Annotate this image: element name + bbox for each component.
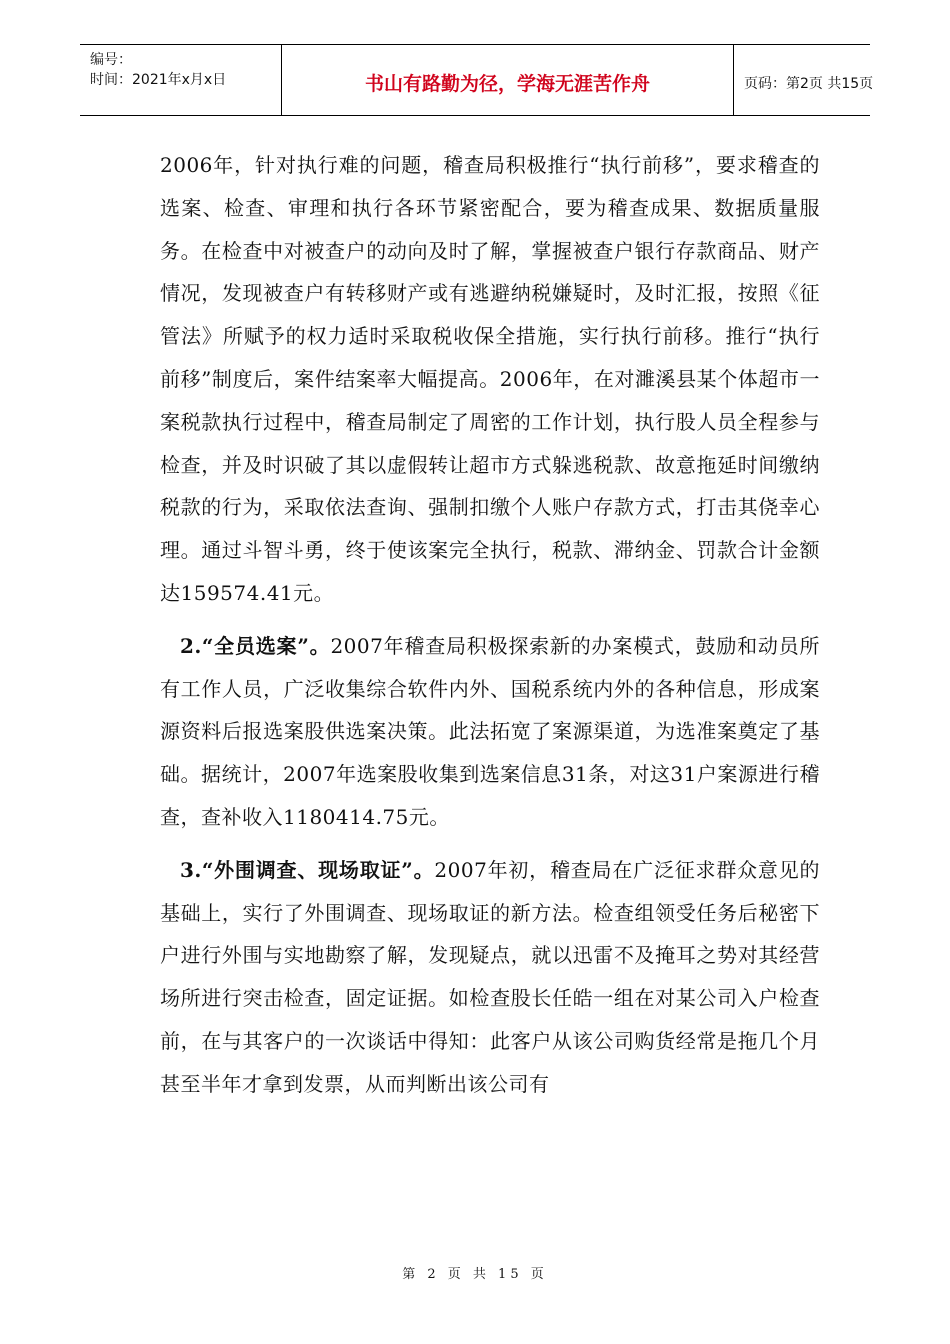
document-body <box>160 144 820 1106</box>
paragraph-text: 2007年稽查局积极探索新的办案模式，鼓励和动员所有工作人员，广泛收集综合软件内外、国税系统内外的各种信息，形成案源资料后报选案股供选案决策。此法拓宽了案源渠道，为选准案奠定了基础。据统计，2007年选案股收集到选案信息31条，对这31户案源进行稽查，查补收入1180414.75元。 <box>160 633 820 829</box>
section-heading: 3.“外围调查、现场取证”。 <box>180 857 435 882</box>
page-header <box>80 44 874 116</box>
section-heading: 2.“全员选案”。 <box>180 633 331 658</box>
document-date: 时间：2021年x月x日 <box>90 72 227 88</box>
page-footer: 第 2 页 共 15 页 <box>402 1267 548 1282</box>
body-paragraph <box>160 625 820 839</box>
document-number-label: 编号： <box>90 52 132 68</box>
header-meta-cell <box>80 45 282 115</box>
header-page-cell <box>734 45 874 115</box>
header-page-info: 页码：第2页 共15页 <box>744 76 874 92</box>
paragraph-text: 2007年初，稽查局在广泛征求群众意见的基础上，实行了外围调查、现场取证的新方法。检查组领受任务后秘密下户进行外围与实地勘察了解，发现疑点，就以迅雷不及掩耳之势对其经营场所进行突击检查，固定证据。如检查股长任皓一组在对某公司入户检查前，在与其客户的一次谈话中得知：此客户从该公司购货经常是拖几个月甚至半年才拿到发票，从而判断出该公司有 <box>160 857 820 1096</box>
header-motto-cell <box>282 45 734 115</box>
paragraph-text: 2006年，针对执行难的问题，稽查局积极推行“执行前移”，要求稽查的选案、检查、审理和执行各环节紧密配合，要为稽查成果、数据质量服务。在检查中对被查户的动向及时了解，掌握被查户银行存款商品、财产情况，发现被查户有转移财产或有逃避纳税嫌疑时，及时汇报，按照《征管法》所赋予的权力适时采取税收保全措施，实行执行前移。推行“执行前移”制度后，案件结案率大幅提高。2006年，在对濉溪县某个体超市一案税款执行过程中，稽查局制定了周密的工作计划，执行股人员全程参与检查，并及时识破了其以虚假转让超市方式躲逃税款、故意拖延时间缴纳税款的行为，采取依法查询、强制扣缴个人账户存款方式，打击其侥幸心理。通过斗智斗勇，终于使该案完全执行，税款、滞纳金、罚款合计金额达159574.41元。 <box>160 153 820 605</box>
body-paragraph <box>160 144 820 615</box>
header-motto: 书山有路勤为径，学海无涯苦作舟 <box>364 73 650 95</box>
body-paragraph <box>160 849 820 1106</box>
